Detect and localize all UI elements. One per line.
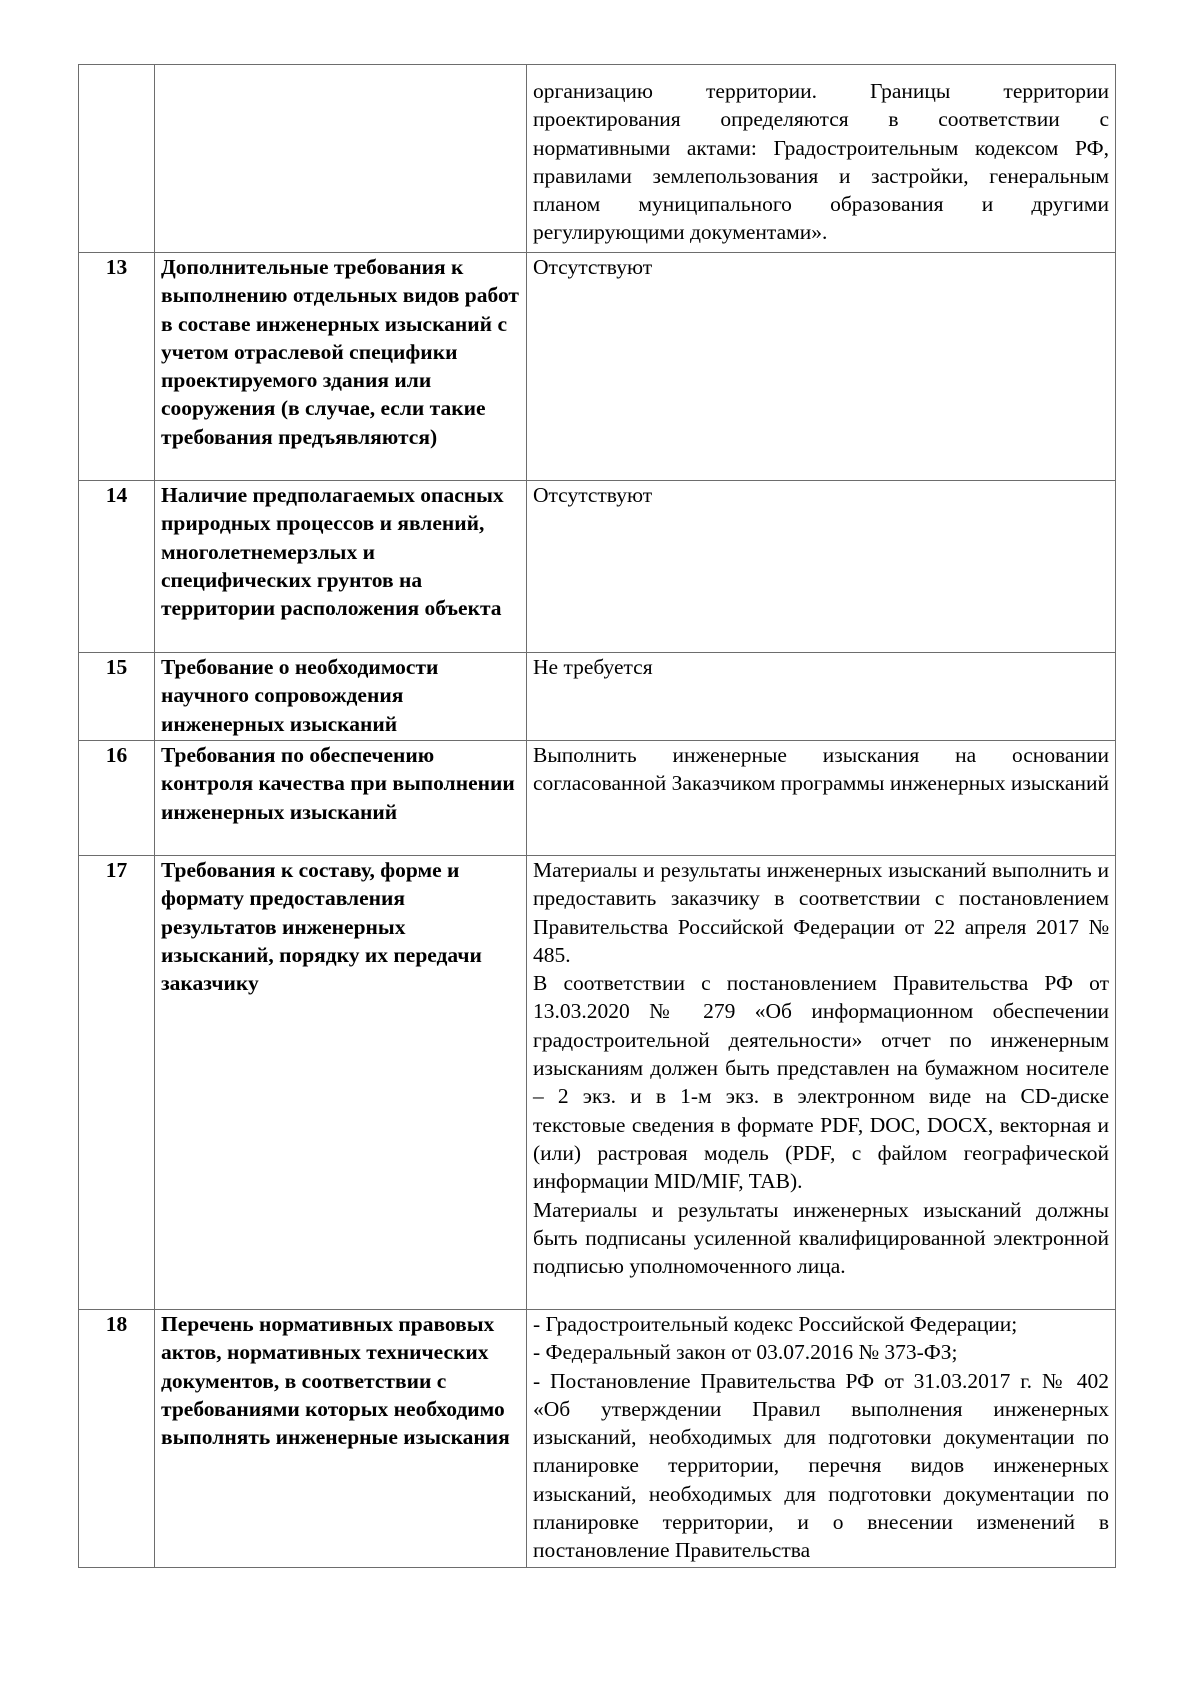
row-number: 14 [79, 481, 155, 653]
row-number: 15 [79, 653, 155, 741]
requirement-name: Перечень нормативных правовых актов, нормативных технических документов, в соответствии с требованиями которых необходимо выполнять инженерные изыскания [155, 1310, 527, 1568]
requirements-table [78, 64, 1116, 1568]
requirement-value [527, 741, 1116, 856]
requirement-value [527, 253, 1116, 481]
requirement-name: Требование о необходимости научного сопровождения инженерных изысканий [155, 653, 527, 741]
value-list-item: - Федеральный закон от 03.07.2016 № 373-ФЗ; [533, 1340, 958, 1365]
requirement-value [527, 856, 1116, 1310]
value-paragraph: В соответствии с постановлением Правительства РФ от 13.03.2020 № 279 «Об информационном обеспечении градостроительной деятельности» отчет по инженерным изысканиям должен быть представлен на бумажном носителе – 2 экз. и в 1-м экз. в электронном виде на CD-диске текстовые сведения в формате PDF, DOC, DOCX, векторная и (или) растровая модель (PDF, с файлом географической информации MID/MIF, TAB). [533, 971, 1109, 1194]
row-number: 18 [79, 1310, 155, 1568]
row-number [79, 65, 155, 253]
requirement-name [155, 65, 527, 253]
table-row [79, 1310, 1116, 1568]
row-number: 16 [79, 741, 155, 856]
row-number: 17 [79, 856, 155, 1310]
value-paragraph: Отсутствуют [533, 483, 653, 507]
requirement-name: Требования к составу, форме и формату предоставления результатов инженерных изысканий, порядку их передачи заказчику [155, 856, 527, 1310]
requirement-value [527, 653, 1116, 741]
requirement-value [527, 481, 1116, 653]
value-paragraph: Материалы и результаты инженерных изысканий выполнить и предоставить заказчику в соответствии с постановлением Правительства Российской Федерации от 22 апреля 2017 № 485. [533, 858, 1109, 967]
table-row [79, 65, 1116, 253]
value-paragraph: Материалы и результаты инженерных изысканий должны быть подписаны усиленной квалифицированной электронной подписью уполномоченного лица. [533, 1197, 1109, 1279]
value-list-item: - Постановление Правительства РФ от 31.03.2017 г. № 402 «Об утверждении Правил выполнения инженерных изысканий, необходимых для подготовки документации по планировке территории, перечня видов инженерных изысканий, необходимых для подготовки документации по планировке территории, и о внесении изменений в постановление Правительства [533, 1368, 1109, 1563]
requirement-name: Требования по обеспечению контроля качества при выполнении инженерных изысканий [155, 741, 527, 856]
value-list-item: - Градостроительный кодекс Российской Федерации; [533, 1312, 1018, 1336]
value-paragraph: организацию территории. Границы территории проектирования определяются в соответствии с нормативными актами: Градостроительным кодексом РФ, правилами землепользования и застройки, генеральным планом муниципального образования и другими регулирующими документами». [533, 79, 1109, 245]
value-paragraph: Не требуется [533, 655, 653, 679]
requirement-name: Наличие предполагаемых опасных природных процессов и явлений, многолетнемерзлых и специфических грунтов на территории расположения объекта [155, 481, 527, 653]
table-row [79, 741, 1116, 856]
table-row [79, 653, 1116, 741]
requirement-value [527, 1310, 1116, 1568]
requirement-value [527, 65, 1116, 253]
table-row [79, 253, 1116, 481]
requirement-name: Дополнительные требования к выполнению отдельных видов работ в составе инженерных изысканий с учетом отраслевой специфики проектируемого здания или сооружения (в случае, если такие требования предъявляются) [155, 253, 527, 481]
table-row [79, 856, 1116, 1310]
value-paragraph: Выполнить инженерные изыскания на основании согласованной Заказчиком программы инженерных изысканий [533, 743, 1109, 796]
row-number: 13 [79, 253, 155, 481]
value-paragraph: Отсутствуют [533, 255, 653, 279]
table-row [79, 481, 1116, 653]
